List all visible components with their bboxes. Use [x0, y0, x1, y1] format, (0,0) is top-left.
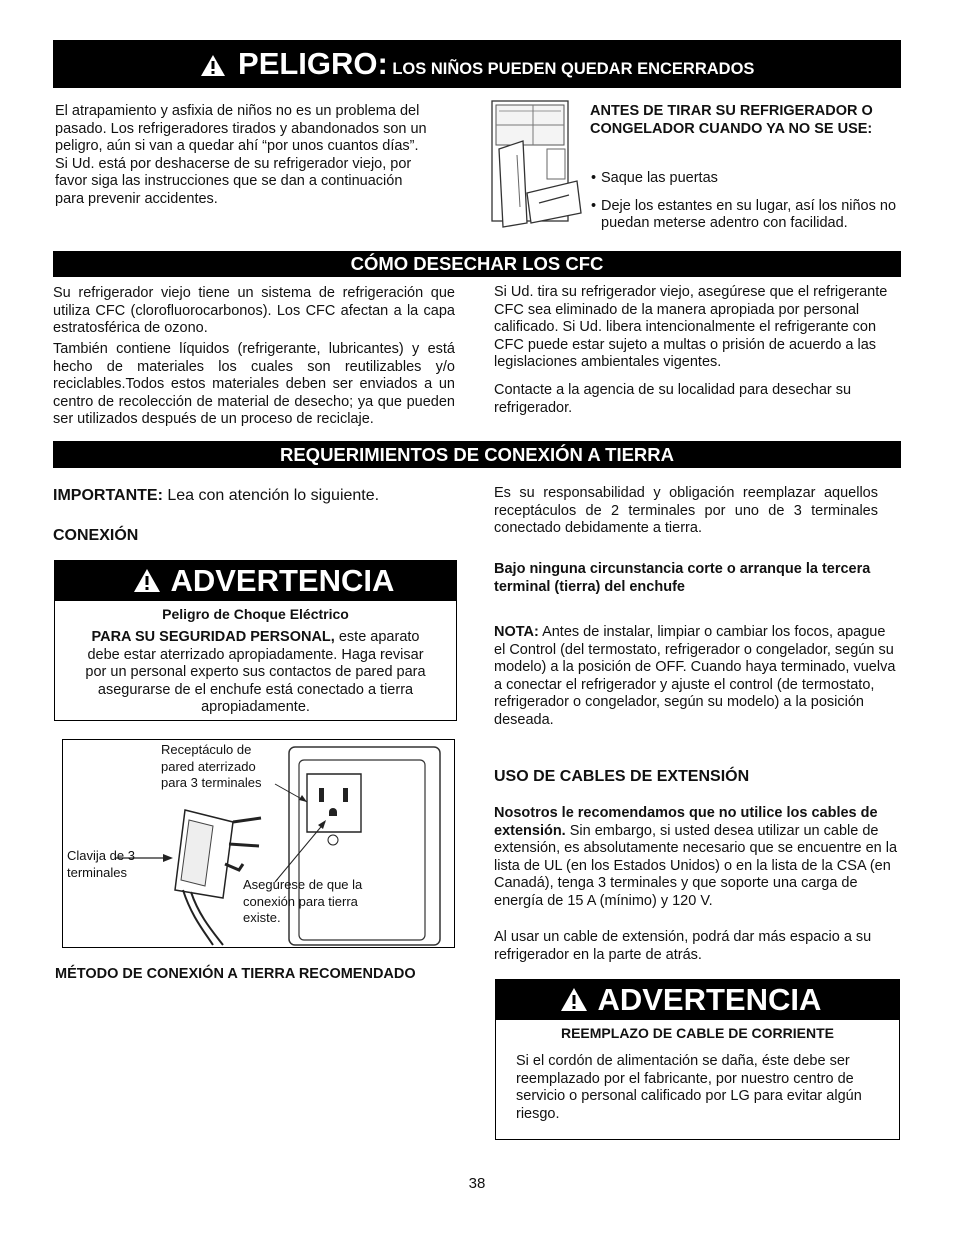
warning-2-subtitle: REEMPLAZO DE CABLE DE CORRIENTE [560, 1025, 834, 1041]
disposal-bullet-list [591, 170, 901, 243]
warning-triangle-icon [133, 568, 161, 593]
grounding-bold-warning: Bajo ninguna circunstancia corte o arranque la tercera terminal (tierra) del enchufe [494, 561, 871, 595]
ground-check-label: Asegúrese de que la conexión para tierra existe. [243, 877, 363, 925]
danger-header-bar [53, 40, 901, 88]
cfc-left-paragraph-1: Su refrigerador viejo tiene un sistema de refrigeración que utiliza CFC (clorofluorocarbonos). Los CFC afectan a la capa estratosférica de ozono. [53, 285, 455, 336]
danger-body-text: El atrapamiento y asfixia de niños no es un problema del pasado. Los refrigeradores tirados y abandonados son un peligro, aún si van a quedar ahí “por unos cuantos días”. Si Ud. está por deshacerse de su refrigerador viejo, por favor siga las instrucciones que se dan a continuación para prevenir accidentes. [55, 103, 427, 207]
bullet-remove-doors: • Saque las puertas [591, 170, 901, 188]
extension-cords-bold: Nosotros le recomendamos que no utilice los cables de extensión. [494, 805, 878, 839]
warning-1-text: este aparato debe estar aterrizado apropiadamente. Haga revisar por un personal experto sus contactos de pared para asegurarse de el enchufe está conectado a tierra apropiadamente. [85, 629, 426, 715]
warning-1-header [55, 561, 456, 601]
bullet-leave-shelves: • Deje los estantes en su lugar, así los niños no puedan meterse adentro con facilidad. [591, 198, 901, 233]
warning-2-header [496, 980, 899, 1020]
cfc-right-paragraph-1: Si Ud. tira su refrigerador viejo, asegúrese que el refrigerante CFC sea eliminado de la manera apropiada por personal calificado. Si Ud. libera intencionalmente el refrigerante con CFC puede estar sujeto a multas o prisión de acuerdo a las legislaciones ambientales vigentes. [494, 284, 888, 370]
conexion-heading: CONEXIÓN [53, 527, 139, 544]
electric-shock-warning-box [54, 560, 457, 721]
danger-title: PELIGRO: [238, 46, 388, 81]
danger-subtitle: LOS NIÑOS PUEDEN QUEDAR ENCERRADOS [392, 60, 755, 78]
warning-1-title: ADVERTENCIA [170, 563, 395, 598]
important-note [53, 486, 379, 506]
grounding-method-caption: MÉTODO DE CONEXIÓN A TIERRA RECOMENDADO [55, 966, 416, 982]
cfc-right-paragraph-2: Contacte a la agencia de su localidad para desechar su refrigerador. [494, 382, 852, 416]
cfc-left-paragraph-2: También contiene líquidos (refrigerante, lubricantes) y está hecho de materiales los cuales son reutilizables y/o reciclables.Todos estos materiales deben ser enviados a un centro de recolección de material de desecho; ya que pueden ser utilizados después de un proceso de reciclaje. [53, 341, 455, 427]
nota-paragraph [494, 624, 898, 729]
extension-cords-text: Sin embargo, si usted desea utilizar un cable de extensión, es absolutamente necesario que se encuentre en la lista de UL (en los Estados Unidos) o en la lista de la CSA (en Canadá), tenga 3 terminales y que soporte una carga de energía de 15 A (mínimo) y 120 V. [494, 822, 898, 909]
grounding-responsibility-text: Es su responsabilidad y obligación reemplazar aquellos receptáculos de 2 terminales por uno de 3 terminales conectado debidamente a tierra. [494, 485, 878, 536]
warning-1-body [75, 629, 436, 717]
grounding-section-header [53, 441, 901, 468]
extension-cords-paragraph-2: Al usar un cable de extensión, podrá dar más espacio a su refrigerador en la parte de atrás. [494, 929, 872, 963]
plug-label: Clavija de 3 terminales [67, 848, 135, 880]
warning-triangle-icon [200, 54, 226, 77]
receptacle-label: Receptáculo de pared aterrizado para 3 terminales [161, 742, 262, 790]
page-number: 38 [468, 1175, 486, 1192]
power-cord-warning-box [495, 979, 900, 1140]
important-label: IMPORTANTE: [53, 487, 163, 504]
nota-text: Antes de instalar, limpiar o cambiar los focos, apague el Control (del termostato, refrigerador o congelador, según su modelo) a la posición de OFF. Cuando haya terminado, vuelva a conectar el refrigerador y ajuste el control (de termostato, refrigerador o congelador, según su modelo) a la posición deseada. [494, 624, 896, 728]
extension-cords-heading: USO DE CABLES DE EXTENSIÓN [494, 768, 750, 785]
cfc-section-header [53, 251, 901, 277]
important-text: Lea con atención lo siguiente. [162, 487, 380, 504]
before-disposal-heading: ANTES DE TIRAR SU REFRIGERADOR O CONGELADOR CUANDO YA NO SE USE: [590, 103, 873, 137]
warning-2-title: ADVERTENCIA [597, 982, 822, 1017]
warning-triangle-icon [560, 987, 588, 1012]
cfc-section-title: CÓMO DESECHAR LOS CFC [350, 253, 604, 274]
warning-2-body: Si el cordón de alimentación se daña, éste debe ser reemplazado por el fabricante, por nuestro centro de servicio o personal calificado por LG para evitar algún riesgo. [516, 1053, 862, 1122]
warning-1-subtitle: Peligro de Choque Eléctrico [162, 606, 349, 622]
refrigerator-illustration [487, 97, 583, 229]
grounding-diagram [62, 739, 455, 948]
grounding-section-title: REQUERIMIENTOS DE CONEXIÓN A TIERRA [279, 444, 675, 465]
extension-cords-paragraph [494, 805, 904, 910]
nota-label: NOTA: [494, 624, 539, 640]
warning-1-lead: PARA SU SEGURIDAD PERSONAL, [91, 629, 335, 645]
